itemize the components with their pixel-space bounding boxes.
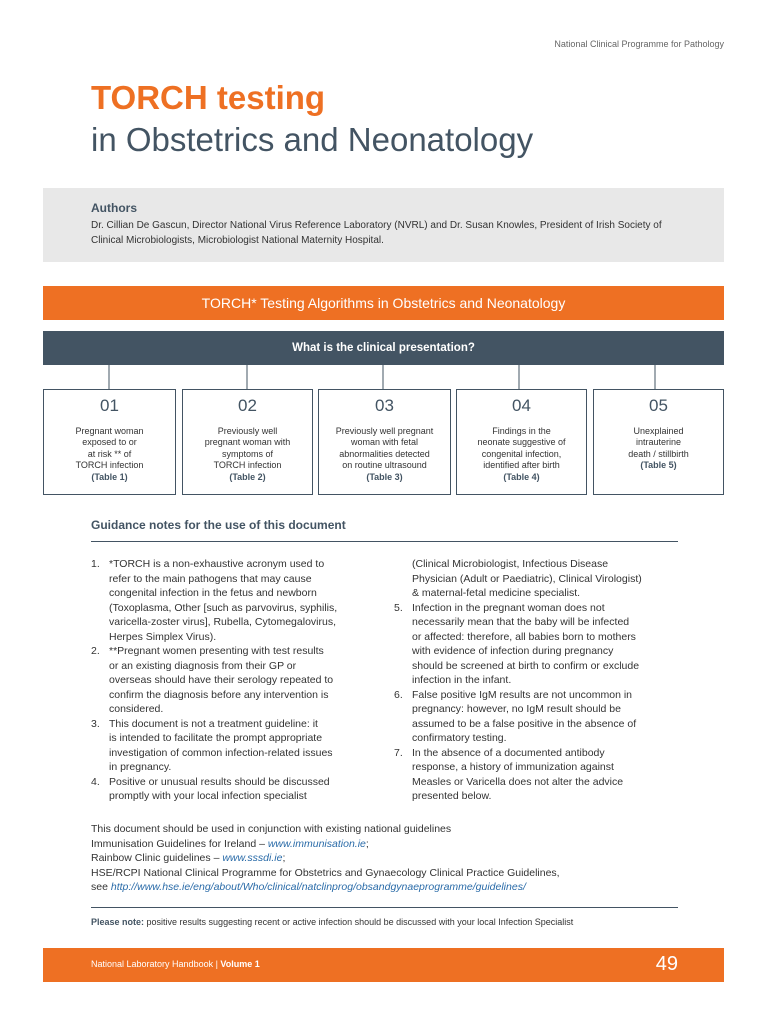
card-description: Pregnant woman exposed to or at risk ** of TORCH infection (Table 1) <box>44 426 175 483</box>
footer-handbook: National Laboratory Handbook | Volume 1 <box>91 959 260 969</box>
please-note <box>91 917 573 927</box>
presentation-card-02 <box>182 389 313 495</box>
card-number: 01 <box>100 396 119 415</box>
immunisation-line: Immunisation Guidelines for Ireland – www.immunisation.ie; <box>91 837 369 850</box>
card-table-ref: (Table 1) <box>91 471 128 482</box>
guidance-divider <box>91 541 678 542</box>
card-table-ref: (Table 4) <box>503 471 540 482</box>
note-divider <box>91 907 678 908</box>
hse-line: HSE/RCPI National Clinical Programme for Obstetrics and Gynaecology Clinical Practice Guidelines, <box>91 866 560 879</box>
guidance-title: Guidance notes for the use of this document <box>91 518 346 532</box>
please-note-label: Please note: <box>91 917 145 927</box>
presentation-card-01 <box>43 389 176 495</box>
guidance-note-item: (Clinical Microbiologist, Infectious Disease Physician (Adult or Paediatric), Clinical Virologist) & maternal-fetal medicine specialist. <box>412 558 642 599</box>
card-number: 04 <box>512 396 531 415</box>
rainbow-line: Rainbow Clinic guidelines – www.sssdi.ie; <box>91 852 286 864</box>
page-subtitle: in Obstetrics and Neonatology <box>91 121 534 158</box>
guidance-note-item: 7. In the absence of a documented antibody response, a history of immunization against Measles or Varicella does not alter the advice presented below. <box>394 746 624 802</box>
card-description: Previously well pregnant woman with fetal abnormalities detected on routine ultrasound (Table 3) <box>319 426 450 483</box>
authors-text: Dr. Cillian De Gascun, Director National Virus Reference Laboratory (NVRL) and Dr. Susan Knowles, President of Irish Society of Clinical Microbiologists, Microbiologist National Maternity Hospital. <box>91 220 662 246</box>
card-table-ref: (Table 3) <box>366 471 403 482</box>
card-description: Previously well pregnant woman with symptoms of TORCH infection (Table 2) <box>183 426 312 483</box>
programme-header: National Clinical Programme for Pathology <box>554 39 724 49</box>
card-table-ref: (Table 5) <box>640 460 677 471</box>
presentation-card-04 <box>456 389 587 495</box>
card-description: Findings in the neonate suggestive of congenital infection, identified after birth (Table 4) <box>457 426 586 483</box>
card-number: 05 <box>649 396 668 415</box>
footer-volume: Volume 1 <box>220 959 260 969</box>
guidance-note-item: 2. **Pregnant women presenting with test results or an existing diagnosis from their GP or overseas should have their serology repeated to confirm the diagnosis before any intervention is considered. <box>91 645 334 715</box>
guidance-note-item: 3. This document is not a treatment guideline: it is intended to facilitate the prompt appropriate investigation of common infection-related issues in pregnancy. <box>91 717 333 773</box>
card-table-ref: (Table 2) <box>229 471 266 482</box>
footer-bar <box>43 948 724 982</box>
presentation-card-03 <box>318 389 451 495</box>
algorithm-connectors <box>43 365 724 389</box>
page-number: 49 <box>655 953 678 975</box>
rainbow-link[interactable]: www.sssdi.ie <box>222 852 283 864</box>
please-note-text: positive results suggesting recent or active infection should be discussed with your local Infection Specialist <box>144 917 574 927</box>
card-number: 03 <box>375 396 394 415</box>
guidance-right-column <box>394 557 686 804</box>
algorithm-title-bar: TORCH* Testing Algorithms in Obstetrics and Neonatology <box>43 286 724 320</box>
clinical-question-bar: What is the clinical presentation? <box>43 331 724 365</box>
hse-link[interactable]: http://www.hse.ie/eng/about/Who/clinical/natclinprog/obsandgynaeprogramme/guidelines/ <box>110 881 526 893</box>
guidelines-references <box>91 822 691 895</box>
guidelines-intro: This document should be used in conjunction with existing national guidelines <box>91 823 452 835</box>
guidance-note-item: 4. Positive or unusual results should be discussed promptly with your local infection specialist <box>91 775 330 802</box>
authors-panel <box>43 188 724 262</box>
presentation-card-05 <box>593 389 724 495</box>
page-title: TORCH testing <box>91 79 326 116</box>
guidance-left-column <box>91 557 373 804</box>
guidance-note-item: 1. *TORCH is a non-exhaustive acronym used to refer to the main pathogens that may cause congenital infection in the fetus and newborn (Toxoplasma, Other [such as parvovirus, syphilis, varicella-zoster virus], Rubella, Cytomegalovirus, Herpes Simplex Virus). <box>91 558 338 643</box>
card-description: Unexplained intrauterine death / stillbirth (Table 5) <box>594 426 723 472</box>
guidance-note-item: 6. False positive IgM results are not uncommon in pregnancy: however, no IgM result should be assumed to be a false positive in the absence of confirmatory testing. <box>394 688 637 744</box>
immunisation-link[interactable]: www.immunisation.ie <box>267 837 366 850</box>
hse-link-line: see http://www.hse.ie/eng/about/Who/clinical/natclinprog/obsandgynaeprogramme/guidelines/ <box>91 881 526 893</box>
authors-label: Authors <box>91 201 137 215</box>
guidance-note-item: 5. Infection in the pregnant woman does not necessarily mean that the baby will be infected or affected: therefore, all babies born to mothers with evidence of infection during pregnancy should be screened at birth to confirm or exclude infection in the infant. <box>394 601 640 686</box>
card-number: 02 <box>238 396 257 415</box>
